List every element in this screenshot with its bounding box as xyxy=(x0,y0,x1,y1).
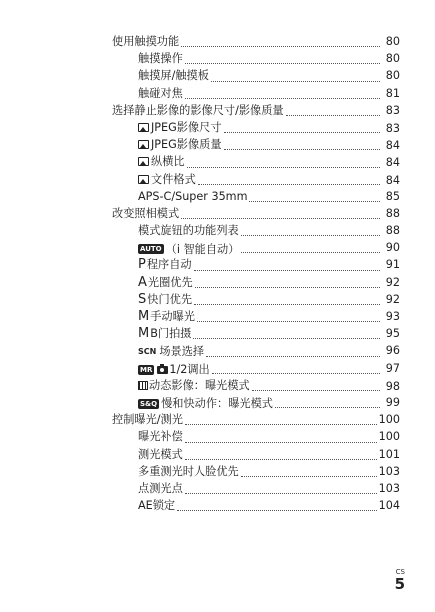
dot-leader xyxy=(181,217,380,219)
toc-entry-label xyxy=(138,308,195,325)
dot-leader xyxy=(185,97,380,99)
toc-entry-page: 88 xyxy=(385,206,400,220)
toc-entry-page: 81 xyxy=(385,86,400,100)
letter-icon: S xyxy=(138,291,147,307)
dot-leader xyxy=(252,389,380,391)
toc-entry[interactable] xyxy=(112,428,400,445)
toc-entry-page: 97 xyxy=(385,361,400,375)
toc-entry-label xyxy=(138,497,175,514)
toc-entry-text: APS-C/Super 35mm xyxy=(138,189,248,203)
toc-entry[interactable] xyxy=(112,102,400,119)
toc-entry-label xyxy=(138,50,183,67)
toc-entry-label xyxy=(112,33,179,50)
toc-entry-page: 84 xyxy=(385,173,400,187)
dot-leader xyxy=(224,148,380,150)
toc-entry-page: 91 xyxy=(385,258,400,272)
toc-entry-text: 触摸屏/触摸板 xyxy=(138,69,209,83)
toc-entry-page: 93 xyxy=(385,310,400,323)
dot-leader xyxy=(286,114,380,116)
toc-entry[interactable] xyxy=(112,50,400,67)
toc-entry-text: 文件格式 xyxy=(151,172,196,186)
dot-leader xyxy=(241,251,380,253)
toc-entry-text: AE锁定 xyxy=(138,499,176,513)
toc-entry[interactable] xyxy=(112,480,400,497)
dot-leader xyxy=(194,303,380,305)
toc-entry-page: 92 xyxy=(385,292,400,306)
toc-entry[interactable] xyxy=(112,119,400,136)
toc-entry-page: 88 xyxy=(385,224,400,238)
dot-leader xyxy=(187,166,380,168)
toc-entry-label xyxy=(138,241,239,258)
page-footer xyxy=(395,568,405,592)
toc-entry-text: 光圈优先 xyxy=(147,275,193,289)
dot-leader xyxy=(185,423,377,425)
toc-entry-label xyxy=(138,395,273,412)
toc-entry-page: 85 xyxy=(385,189,400,203)
dot-leader xyxy=(195,286,380,288)
toc-entry-label xyxy=(112,411,183,428)
toc-entry[interactable] xyxy=(112,497,400,514)
toc-entry-text: 测光模式 xyxy=(138,447,183,461)
toc-entry[interactable] xyxy=(112,325,400,342)
toc-entry-label xyxy=(138,85,183,102)
toc-entry-text: 改变照相模式 xyxy=(112,206,180,220)
toc-entry-text: 控制曝光/测光 xyxy=(112,413,183,427)
toc-entry-label xyxy=(138,361,210,378)
toc-entry-page: 83 xyxy=(385,122,400,136)
toc-entry-page: 80 xyxy=(385,35,400,48)
dot-leader xyxy=(212,372,380,374)
letter-icon: M xyxy=(138,326,150,342)
dot-leader xyxy=(275,406,380,408)
toc-entry-page: 103 xyxy=(378,464,400,478)
toc-entry-page: 98 xyxy=(385,379,400,393)
toc-entry[interactable] xyxy=(112,377,400,394)
toc-entry[interactable] xyxy=(112,308,400,325)
film-icon xyxy=(138,381,148,390)
dot-leader xyxy=(249,200,380,202)
toc-entry-text: 多重测光时人脸优先 xyxy=(138,464,239,478)
toc-entry-label xyxy=(138,222,239,239)
toc-entry-text: 触摸操作 xyxy=(138,52,183,66)
toc-entry[interactable] xyxy=(112,136,400,153)
dot-leader xyxy=(224,131,380,133)
auto-icon: AUTO xyxy=(140,245,162,254)
toc-entry-page: 95 xyxy=(385,327,400,341)
toc-entry-page: 101 xyxy=(378,447,400,461)
photo-icon xyxy=(138,157,149,166)
camera-icon xyxy=(157,366,168,374)
toc-entry-text: 手动曝光 xyxy=(150,310,195,323)
letter-icon: M xyxy=(138,309,150,324)
sq-icon: S&Q xyxy=(140,399,158,408)
toc-entry-label xyxy=(112,102,284,119)
toc-entry-label xyxy=(138,67,209,84)
scn-icon: SCN xyxy=(138,347,157,357)
toc-entry[interactable] xyxy=(112,342,400,359)
toc-entry[interactable] xyxy=(112,360,400,377)
toc-entry-label xyxy=(138,188,247,205)
toc-entry-label xyxy=(138,480,183,497)
toc-entry-text: 纵横比 xyxy=(151,155,185,169)
toc-entry-page: 80 xyxy=(385,69,400,83)
toc-entry[interactable] xyxy=(112,205,400,222)
toc-entry-page: 100 xyxy=(378,413,400,427)
dot-leader xyxy=(206,355,380,357)
toc-entry-page: 84 xyxy=(385,139,400,153)
toc-entry-text: 慢和快动作：曝光模式 xyxy=(161,397,273,411)
toc-entry-text: 点测光点 xyxy=(138,481,183,495)
toc-entry[interactable] xyxy=(112,222,400,239)
photo-icon xyxy=(138,123,149,132)
toc-entry[interactable] xyxy=(112,67,400,84)
toc-entry-page: 92 xyxy=(385,275,400,289)
toc-entry-label xyxy=(138,171,196,188)
toc-entry-text: 触碰对焦 xyxy=(138,86,183,100)
toc-entry-page: 80 xyxy=(385,52,400,66)
toc-entry-text: 动态影像：曝光模式 xyxy=(149,378,250,392)
toc-entry[interactable] xyxy=(112,274,400,291)
toc-entry-label xyxy=(112,205,179,222)
toc-entry-text: 程序自动 xyxy=(146,258,192,272)
letter-icon: P xyxy=(138,257,146,273)
toc-entry[interactable] xyxy=(112,291,400,308)
toc-entry-text: 曝光补偿 xyxy=(138,430,183,444)
toc-entry-label xyxy=(138,325,191,342)
letter-icon: A xyxy=(138,274,147,290)
dot-leader xyxy=(185,492,377,494)
toc-entry-text: JPEG影像质量 xyxy=(151,138,222,152)
mr-icon: MR xyxy=(140,365,153,374)
toc-entry-page: 83 xyxy=(385,103,400,117)
toc-entry-label xyxy=(138,428,183,445)
photo-icon xyxy=(138,140,149,149)
toc-entry[interactable] xyxy=(112,33,400,50)
toc-entry[interactable] xyxy=(112,394,400,411)
toc-entry-text: B门拍摄 xyxy=(150,327,192,341)
dot-leader xyxy=(193,337,380,339)
toc-entry-text: 1/2调出 xyxy=(169,362,210,376)
dot-leader xyxy=(197,320,380,322)
toc-entry[interactable] xyxy=(112,256,400,273)
toc-entry-text: JPEG影像尺寸 xyxy=(151,120,222,134)
toc-entry-label xyxy=(138,463,239,480)
dot-leader xyxy=(194,269,380,271)
toc-entry-text: 使用触摸功能 xyxy=(112,35,180,48)
dot-leader xyxy=(241,234,380,236)
toc-entry[interactable] xyxy=(112,239,400,256)
dot-leader xyxy=(177,509,377,511)
toc-entry-label xyxy=(138,119,222,136)
toc-entry-page: 96 xyxy=(385,344,400,358)
table-of-contents xyxy=(112,33,400,514)
toc-entry[interactable] xyxy=(112,171,400,188)
dot-leader xyxy=(198,183,380,185)
toc-entry[interactable] xyxy=(112,446,400,463)
dot-leader xyxy=(185,458,377,460)
toc-entry-label xyxy=(138,343,204,360)
dot-leader xyxy=(181,45,380,47)
toc-entry-text: 快门优先 xyxy=(147,292,193,306)
dot-leader xyxy=(185,62,380,64)
toc-entry-page: 84 xyxy=(385,156,400,170)
toc-entry-label xyxy=(138,256,192,273)
toc-entry-label xyxy=(138,377,250,394)
dot-leader xyxy=(211,80,380,82)
toc-entry[interactable] xyxy=(112,85,400,102)
toc-entry-text: 选择静止影像的影像尺寸/影像质量 xyxy=(112,103,284,117)
toc-entry-page: 103 xyxy=(378,481,400,495)
toc-entry-page: 104 xyxy=(378,499,400,513)
toc-entry-page: 100 xyxy=(378,430,400,444)
photo-icon xyxy=(138,175,149,184)
toc-entry-text: （i 智能自动） xyxy=(165,242,240,256)
toc-entry[interactable] xyxy=(112,188,400,205)
toc-entry-label xyxy=(138,153,185,170)
toc-entry-label xyxy=(138,136,222,153)
dot-leader xyxy=(185,441,377,443)
toc-entry[interactable] xyxy=(112,153,400,170)
toc-entry[interactable] xyxy=(112,463,400,480)
dot-leader xyxy=(241,475,377,477)
toc-entry-label xyxy=(138,274,193,291)
toc-entry-label xyxy=(138,291,192,308)
toc-entry[interactable] xyxy=(112,411,400,428)
page-number: 5 xyxy=(394,575,405,593)
toc-entry-page: 99 xyxy=(385,395,400,409)
toc-entry-label xyxy=(138,446,183,463)
toc-entry-page: 90 xyxy=(385,241,400,255)
toc-entry-text: 场景选择 xyxy=(159,345,205,359)
toc-entry-text: 模式旋钮的功能列表 xyxy=(138,224,239,238)
language-code: CS xyxy=(395,568,405,576)
